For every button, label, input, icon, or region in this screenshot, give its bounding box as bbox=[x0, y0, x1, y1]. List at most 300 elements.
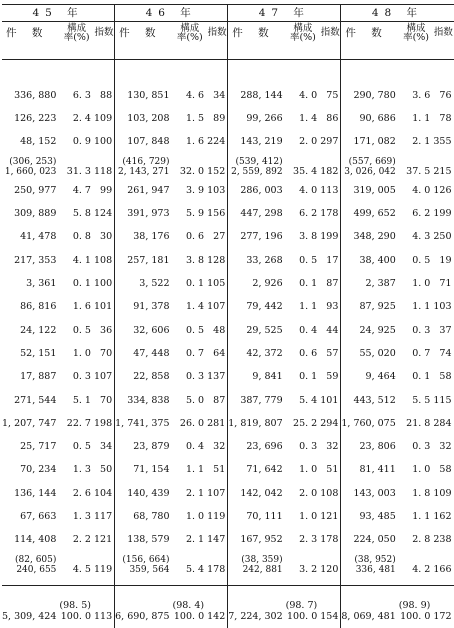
count-cell: 22, 858 bbox=[115, 366, 173, 389]
index-cell: 99 bbox=[100, 184, 113, 196]
count-cell: 261, 947 bbox=[115, 179, 173, 202]
ratio-cell: 4. 1 bbox=[72, 254, 91, 266]
total-index-cell: 172 bbox=[433, 611, 452, 623]
table-row bbox=[2, 319, 454, 342]
count-cell: 9, 464 bbox=[341, 366, 399, 389]
ratio-cell: 1. 1 bbox=[412, 510, 431, 522]
count-cell: 29, 525 bbox=[228, 319, 286, 342]
count-cell: 257, 181 bbox=[115, 249, 173, 272]
ratio-cell: 5. 4 bbox=[185, 564, 205, 576]
ratio-cell: 1. 5 bbox=[185, 112, 205, 124]
ratio-cell: 0. 3 bbox=[412, 324, 431, 336]
index-cell: 32 bbox=[326, 441, 339, 453]
ratio-cell: 2. 3 bbox=[299, 534, 318, 546]
ratio-cell: 2. 1 bbox=[412, 136, 431, 148]
ratio-cell: 4. 5 bbox=[72, 564, 91, 576]
ratio-cell: 4. 7 bbox=[72, 184, 91, 196]
ratio-cell: 2. 0 bbox=[299, 136, 318, 148]
count-cell: 33, 268 bbox=[228, 249, 286, 272]
ratio-cell: 31. 3 bbox=[66, 166, 91, 178]
index-cell: 100 bbox=[93, 278, 113, 290]
ratio-cell: 2. 2 bbox=[72, 534, 91, 546]
ratio-cell: 6. 3 bbox=[72, 89, 91, 101]
count-cell: 52, 151 bbox=[20, 347, 57, 359]
count-cell: 41, 478 bbox=[20, 231, 57, 243]
index-cell: 19 bbox=[439, 254, 452, 266]
index-cell: 284 bbox=[433, 417, 452, 429]
index-cell: 74 bbox=[439, 347, 452, 359]
index-cell: 36 bbox=[100, 324, 113, 336]
table-row bbox=[2, 459, 454, 482]
table-row bbox=[2, 202, 454, 225]
count-cell: 86, 816 bbox=[20, 301, 57, 313]
count-cell: 309, 889 bbox=[14, 208, 57, 220]
ratio-cell: 1. 6 bbox=[72, 301, 91, 313]
count-col-header: 件 数 bbox=[341, 22, 399, 60]
index-cell: 70 bbox=[100, 347, 113, 359]
count-cell: (38, 952) 336, 481 bbox=[341, 552, 399, 577]
ratio-col-header: 構成 率(%) bbox=[286, 22, 321, 60]
ratio-cell: 2. 1 bbox=[185, 534, 205, 546]
count-cell: 143, 003 bbox=[341, 482, 399, 505]
index-cell: 57 bbox=[326, 347, 339, 359]
index-cell: 281 bbox=[207, 417, 226, 429]
count-cell: (306, 253) 1, 660, 023 bbox=[4, 156, 57, 177]
table-row bbox=[2, 482, 454, 505]
ratio-cell: 32. 0 bbox=[179, 166, 205, 178]
index-cell: 70 bbox=[100, 394, 113, 406]
ratio-cell: 1. 8 bbox=[412, 487, 431, 499]
ratio-cell: 0. 5 bbox=[412, 254, 431, 266]
index-cell: 199 bbox=[320, 231, 339, 243]
index-cell: 88 bbox=[100, 89, 113, 101]
ratio-cell: 0. 5 bbox=[185, 324, 205, 336]
count-cell: 103, 208 bbox=[115, 107, 173, 130]
count-cell: 288, 144 bbox=[228, 84, 286, 107]
ratio-cell: 2. 0 bbox=[299, 487, 318, 499]
count-cell: 443, 512 bbox=[341, 389, 399, 412]
index-cell: 120 bbox=[320, 564, 339, 576]
index-cell: 103 bbox=[207, 184, 226, 196]
ratio-cell: 0. 8 bbox=[72, 231, 91, 243]
index-cell: 107 bbox=[93, 371, 113, 383]
ratio-cell: 0. 6 bbox=[299, 347, 318, 359]
year-header-46: 46 年 bbox=[115, 5, 228, 22]
count-cell: 87, 925 bbox=[341, 296, 399, 319]
index-cell: 51 bbox=[213, 464, 226, 476]
index-cell: 109 bbox=[433, 487, 452, 499]
index-cell: 101 bbox=[93, 301, 113, 313]
index-cell: 107 bbox=[207, 487, 226, 499]
table-row bbox=[2, 249, 454, 272]
ratio-cell: 3. 8 bbox=[299, 231, 318, 243]
count-cell: 348, 290 bbox=[341, 226, 399, 249]
count-cell: 3, 522 bbox=[115, 272, 173, 295]
ratio-cell: 0. 4 bbox=[299, 324, 318, 336]
count-cell: 23, 696 bbox=[228, 435, 286, 458]
count-cell: 336, 880 bbox=[14, 89, 57, 101]
index-cell: 119 bbox=[207, 510, 226, 522]
ratio-cell: 0. 5 bbox=[299, 254, 318, 266]
count-cell: 17, 887 bbox=[20, 371, 57, 383]
count-cell: 271, 544 bbox=[14, 394, 57, 406]
count-cell: 24, 925 bbox=[341, 319, 399, 342]
index-cell: 58 bbox=[439, 464, 452, 476]
count-cell: 70, 234 bbox=[20, 464, 57, 476]
index-cell: 166 bbox=[433, 564, 452, 576]
count-cell: (38, 359) 242, 881 bbox=[228, 552, 286, 577]
index-cell: 32 bbox=[439, 441, 452, 453]
ratio-cell: 4. 0 bbox=[412, 184, 431, 196]
index-cell: 119 bbox=[93, 564, 113, 576]
index-cell: 108 bbox=[93, 254, 113, 266]
ratio-cell: 2. 8 bbox=[412, 534, 431, 546]
count-cell: 1, 741, 375 bbox=[115, 412, 173, 435]
count-cell: (156, 664) 359, 564 bbox=[115, 552, 173, 577]
index-cell: 182 bbox=[320, 166, 339, 178]
year-header-47: 47 年 bbox=[228, 5, 341, 22]
count-cell: (82, 605) 240, 655 bbox=[15, 554, 57, 575]
index-cell: 199 bbox=[433, 208, 452, 220]
count-col-header: 件 数 bbox=[115, 22, 173, 60]
index-cell: 75 bbox=[326, 89, 339, 101]
index-cell: 71 bbox=[439, 278, 452, 290]
index-cell: 37 bbox=[439, 324, 452, 336]
index-cell: 198 bbox=[93, 417, 113, 429]
index-cell: 128 bbox=[207, 254, 226, 266]
count-cell: 67, 663 bbox=[20, 510, 57, 522]
ratio-cell: 0. 5 bbox=[72, 324, 91, 336]
index-cell: 297 bbox=[320, 136, 339, 148]
ratio-cell: 1. 0 bbox=[412, 278, 431, 290]
year-header-48: 48 年 bbox=[341, 5, 454, 22]
ratio-cell: 3. 9 bbox=[185, 184, 205, 196]
index-cell: 121 bbox=[93, 534, 113, 546]
index-cell: 113 bbox=[320, 184, 339, 196]
index-cell: 101 bbox=[320, 394, 339, 406]
index-cell: 30 bbox=[100, 231, 113, 243]
table-row bbox=[2, 296, 454, 319]
ratio-cell: 5. 0 bbox=[185, 394, 205, 406]
count-cell: 136, 144 bbox=[14, 487, 57, 499]
index-cell: 152 bbox=[207, 166, 226, 178]
index-cell: 238 bbox=[433, 534, 452, 546]
count-col-header: 件 数 bbox=[228, 22, 286, 60]
count-cell: 93, 485 bbox=[341, 505, 399, 528]
table-row bbox=[2, 131, 454, 154]
count-cell: (416, 729) 2, 143, 271 bbox=[115, 154, 173, 179]
ratio-cell: 1. 0 bbox=[72, 347, 91, 359]
ratio-cell: 25. 2 bbox=[293, 417, 318, 429]
ratio-cell: 5. 1 bbox=[72, 394, 91, 406]
count-cell: 38, 400 bbox=[341, 249, 399, 272]
index-cell: 156 bbox=[207, 208, 226, 220]
index-cell: 109 bbox=[93, 112, 113, 124]
count-cell: 171, 082 bbox=[341, 131, 399, 154]
ratio-cell: 2. 1 bbox=[185, 487, 205, 499]
count-cell: 32, 606 bbox=[115, 319, 173, 342]
index-cell: 32 bbox=[213, 441, 226, 453]
index-cell: 50 bbox=[100, 464, 113, 476]
ratio-cell: 1. 3 bbox=[72, 510, 91, 522]
table-row bbox=[2, 412, 454, 435]
total-index-cell: 154 bbox=[320, 611, 339, 623]
total-count-cell: 7, 224, 302 bbox=[228, 586, 286, 628]
ratio-cell: 26. 0 bbox=[179, 417, 205, 429]
index-cell: 294 bbox=[320, 417, 339, 429]
index-cell: 355 bbox=[433, 136, 452, 148]
count-cell: 23, 806 bbox=[341, 435, 399, 458]
ratio-cell: 35. 4 bbox=[293, 166, 318, 178]
ratio-cell: 0. 1 bbox=[299, 278, 318, 290]
ratio-cell: 2. 4 bbox=[72, 112, 91, 124]
total-ratio-cell: (98. 5) 100. 0 bbox=[59, 600, 91, 623]
index-cell: 93 bbox=[326, 301, 339, 313]
ratio-cell: 0. 3 bbox=[72, 371, 91, 383]
index-cell: 87 bbox=[326, 278, 339, 290]
ratio-cell: 0. 7 bbox=[185, 347, 205, 359]
index-cell: 44 bbox=[326, 324, 339, 336]
ratio-cell: 1. 3 bbox=[72, 464, 91, 476]
index-cell: 121 bbox=[320, 510, 339, 522]
total-count-cell: 8, 069, 481 bbox=[341, 586, 399, 628]
index-cell: 250 bbox=[433, 231, 452, 243]
count-cell: 79, 442 bbox=[228, 296, 286, 319]
ratio-cell: 1. 4 bbox=[185, 301, 205, 313]
count-cell: 319, 005 bbox=[341, 179, 399, 202]
count-cell: 277, 196 bbox=[228, 226, 286, 249]
total-index-cell: 113 bbox=[93, 611, 113, 623]
count-cell: 71, 154 bbox=[115, 459, 173, 482]
ratio-cell: 1. 0 bbox=[299, 510, 318, 522]
total-ratio-cell: (98. 4) 100. 0 bbox=[172, 600, 205, 623]
table-row bbox=[2, 342, 454, 365]
ratio-cell: 1. 0 bbox=[412, 464, 431, 476]
ratio-cell: 0. 9 bbox=[72, 136, 91, 148]
index-cell: 89 bbox=[213, 112, 226, 124]
year-header-45: 45 年 bbox=[2, 5, 115, 22]
count-cell: 391, 973 bbox=[115, 202, 173, 225]
count-cell: 143, 219 bbox=[228, 131, 286, 154]
count-cell: 71, 642 bbox=[228, 459, 286, 482]
count-cell: 90, 686 bbox=[341, 107, 399, 130]
index-col-header: 指数 bbox=[207, 22, 228, 60]
index-cell: 34 bbox=[100, 441, 113, 453]
count-cell: 42, 372 bbox=[228, 342, 286, 365]
ratio-cell: 1. 0 bbox=[185, 510, 205, 522]
index-cell: 137 bbox=[207, 371, 226, 383]
ratio-cell: 5. 9 bbox=[185, 208, 205, 220]
ratio-cell: 1. 6 bbox=[185, 136, 205, 148]
index-cell: 87 bbox=[213, 394, 226, 406]
total-count-cell: 6, 690, 875 bbox=[115, 586, 173, 628]
count-cell: 250, 977 bbox=[14, 184, 57, 196]
table-row bbox=[2, 529, 454, 552]
index-cell: 104 bbox=[93, 487, 113, 499]
table-row bbox=[2, 179, 454, 202]
count-cell: 91, 378 bbox=[115, 296, 173, 319]
index-cell: 178 bbox=[320, 534, 339, 546]
ratio-cell: 5. 4 bbox=[299, 394, 318, 406]
count-cell: 81, 411 bbox=[341, 459, 399, 482]
ratio-cell: 0. 1 bbox=[185, 278, 205, 290]
ratio-cell: 1. 0 bbox=[299, 464, 318, 476]
statistics-table bbox=[2, 4, 454, 628]
total-ratio-cell: (98. 7) 100. 0 bbox=[285, 600, 318, 623]
count-cell: 38, 176 bbox=[115, 226, 173, 249]
index-cell: 103 bbox=[433, 301, 452, 313]
count-cell: 138, 579 bbox=[115, 529, 173, 552]
index-col-header: 指数 bbox=[433, 22, 453, 60]
count-cell: 70, 111 bbox=[228, 505, 286, 528]
total-ratio-cell: (98. 9) 100. 0 bbox=[398, 600, 431, 623]
index-cell: 215 bbox=[433, 166, 452, 178]
ratio-cell: 1. 1 bbox=[299, 301, 318, 313]
ratio-cell: 4. 0 bbox=[299, 184, 318, 196]
count-cell: 224, 050 bbox=[341, 529, 399, 552]
index-cell: 34 bbox=[213, 89, 226, 101]
ratio-col-header: 構成 率(%) bbox=[59, 22, 94, 60]
count-cell: 142, 042 bbox=[228, 482, 286, 505]
count-cell: 140, 439 bbox=[115, 482, 173, 505]
count-cell: 47, 448 bbox=[115, 342, 173, 365]
count-cell: 25, 717 bbox=[20, 441, 57, 453]
total-count-cell: 5, 309, 424 bbox=[2, 611, 57, 623]
count-cell: 68, 780 bbox=[115, 505, 173, 528]
index-cell: 86 bbox=[326, 112, 339, 124]
total-index-cell: 142 bbox=[207, 611, 226, 623]
index-cell: 117 bbox=[93, 510, 113, 522]
count-cell: (539, 412) 2, 559, 892 bbox=[228, 154, 286, 179]
index-cell: 124 bbox=[93, 208, 113, 220]
count-cell: 126, 223 bbox=[14, 112, 57, 124]
index-cell: 78 bbox=[439, 112, 452, 124]
ratio-cell: 0. 4 bbox=[185, 441, 205, 453]
ratio-cell: 0. 1 bbox=[412, 371, 431, 383]
ratio-cell: 0. 1 bbox=[72, 278, 91, 290]
index-cell: 224 bbox=[207, 136, 226, 148]
index-cell: 107 bbox=[207, 301, 226, 313]
count-cell: 48, 152 bbox=[20, 136, 57, 148]
index-cell: 48 bbox=[213, 324, 226, 336]
table-row bbox=[2, 552, 454, 577]
count-cell: (557, 669) 3, 026, 042 bbox=[341, 154, 399, 179]
ratio-cell: 4. 2 bbox=[412, 564, 431, 576]
ratio-cell: 0. 5 bbox=[72, 441, 91, 453]
count-cell: 24, 122 bbox=[20, 324, 57, 336]
ratio-cell: 0. 3 bbox=[412, 441, 431, 453]
count-cell: 23, 879 bbox=[115, 435, 173, 458]
count-cell: 130, 851 bbox=[115, 84, 173, 107]
ratio-cell: 1. 4 bbox=[299, 112, 318, 124]
index-cell: 118 bbox=[93, 166, 113, 178]
ratio-cell: 0. 3 bbox=[185, 371, 205, 383]
index-col-header: 指数 bbox=[320, 22, 341, 60]
ratio-col-header: 構成 率(%) bbox=[399, 22, 434, 60]
ratio-cell: 3. 2 bbox=[299, 564, 318, 576]
index-cell: 17 bbox=[326, 254, 339, 266]
ratio-cell: 0. 3 bbox=[299, 441, 318, 453]
ratio-cell: 1. 1 bbox=[412, 301, 431, 313]
ratio-cell: 4. 6 bbox=[185, 89, 205, 101]
index-cell: 108 bbox=[320, 487, 339, 499]
count-cell: 499, 652 bbox=[341, 202, 399, 225]
count-cell: 2, 926 bbox=[228, 272, 286, 295]
table-row bbox=[2, 226, 454, 249]
count-cell: 55, 020 bbox=[341, 342, 399, 365]
table-row bbox=[2, 505, 454, 528]
table-row bbox=[2, 84, 454, 107]
count-cell: 9, 841 bbox=[228, 366, 286, 389]
table-row bbox=[2, 366, 454, 389]
index-cell: 76 bbox=[439, 89, 452, 101]
ratio-cell: 6. 2 bbox=[299, 208, 318, 220]
count-cell: 334, 838 bbox=[115, 389, 173, 412]
table-row bbox=[2, 389, 454, 412]
count-cell: 387, 779 bbox=[228, 389, 286, 412]
index-cell: 115 bbox=[433, 394, 452, 406]
ratio-cell: 0. 6 bbox=[185, 231, 205, 243]
ratio-cell: 37. 5 bbox=[406, 166, 431, 178]
ratio-cell: 4. 0 bbox=[299, 89, 318, 101]
ratio-cell: 3. 8 bbox=[185, 254, 205, 266]
count-cell: 99, 266 bbox=[228, 107, 286, 130]
count-cell: 290, 780 bbox=[341, 84, 399, 107]
ratio-cell: 5. 8 bbox=[72, 208, 91, 220]
count-cell: 1, 760, 075 bbox=[341, 412, 399, 435]
index-cell: 178 bbox=[207, 564, 226, 576]
count-cell: 107, 848 bbox=[115, 131, 173, 154]
ratio-col-header: 構成 率(%) bbox=[173, 22, 208, 60]
table-row bbox=[2, 154, 454, 179]
ratio-cell: 3. 6 bbox=[412, 89, 431, 101]
ratio-cell: 2. 6 bbox=[72, 487, 91, 499]
index-cell: 178 bbox=[320, 208, 339, 220]
index-cell: 27 bbox=[213, 231, 226, 243]
count-cell: 217, 353 bbox=[14, 254, 57, 266]
count-cell: 3, 361 bbox=[26, 278, 57, 290]
count-cell: 167, 952 bbox=[228, 529, 286, 552]
total-row bbox=[2, 586, 454, 628]
index-cell: 64 bbox=[213, 347, 226, 359]
count-cell: 286, 003 bbox=[228, 179, 286, 202]
ratio-cell: 22. 7 bbox=[66, 417, 91, 429]
table-row bbox=[2, 272, 454, 295]
ratio-cell: 5. 5 bbox=[412, 394, 431, 406]
index-cell: 105 bbox=[207, 278, 226, 290]
count-cell: 2, 387 bbox=[341, 272, 399, 295]
ratio-cell: 6. 2 bbox=[412, 208, 431, 220]
index-cell: 100 bbox=[93, 136, 113, 148]
index-cell: 58 bbox=[439, 371, 452, 383]
index-cell: 162 bbox=[433, 510, 452, 522]
index-cell: 147 bbox=[207, 534, 226, 546]
ratio-cell: 0. 7 bbox=[412, 347, 431, 359]
ratio-cell: 21. 8 bbox=[406, 417, 431, 429]
count-cell: 1, 819, 807 bbox=[228, 412, 286, 435]
table-row bbox=[2, 107, 454, 130]
count-cell: 1, 207, 747 bbox=[2, 417, 57, 429]
ratio-cell: 1. 1 bbox=[412, 112, 431, 124]
index-cell: 51 bbox=[326, 464, 339, 476]
count-cell: 447, 298 bbox=[228, 202, 286, 225]
ratio-cell: 0. 1 bbox=[299, 371, 318, 383]
ratio-cell: 4. 3 bbox=[412, 231, 431, 243]
index-col-header: 指数 bbox=[94, 22, 115, 60]
table-row bbox=[2, 435, 454, 458]
count-col-header: 件 数 bbox=[2, 22, 59, 60]
index-cell: 59 bbox=[326, 371, 339, 383]
